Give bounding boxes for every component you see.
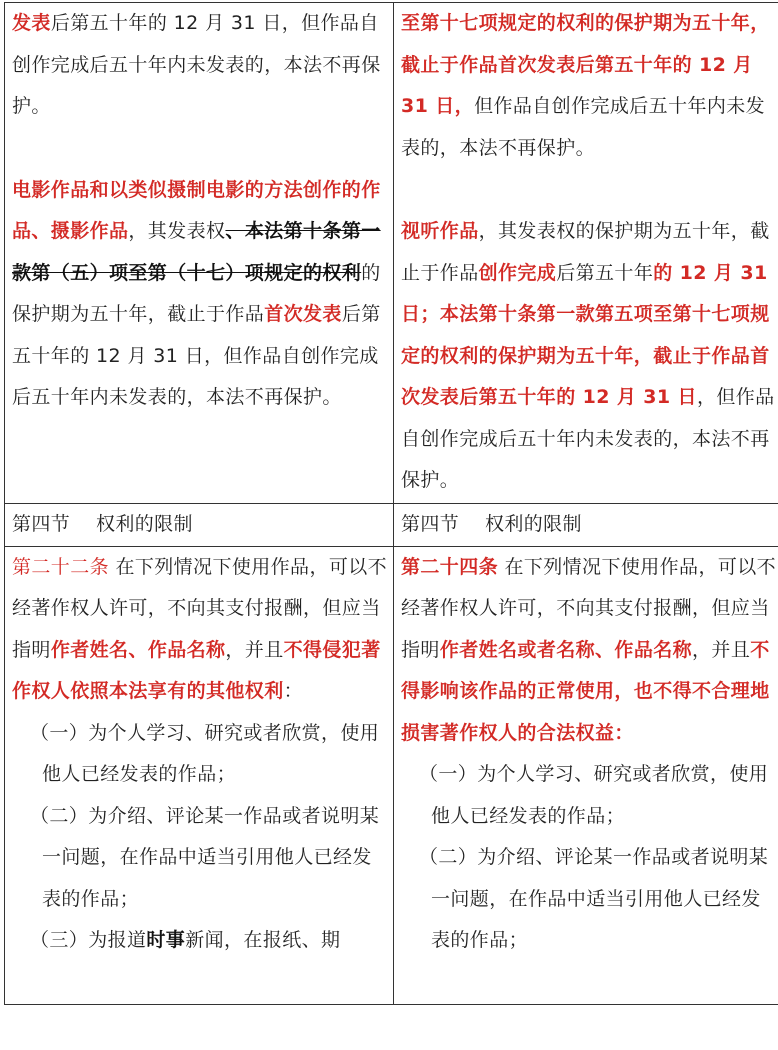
list-item xyxy=(12,920,389,962)
text-run: ，并且 xyxy=(692,638,751,661)
law-comparison-table xyxy=(4,2,778,1005)
text-run: 创作完成 xyxy=(478,261,557,284)
new-article-24-cell xyxy=(394,546,778,1004)
text-run: 后第五十年的 12 月 31 日，但作品自创作完成后五十年内未发表的，本法不再保护。 xyxy=(12,12,381,117)
text-run: 在下列情况下使用作品，可以不经著作权人许可，不向其支付报酬，但应当指明 xyxy=(12,555,388,661)
text-run: 视听作品 xyxy=(401,220,479,242)
new-law-audiovisual-paragraph xyxy=(401,211,778,502)
text-run: 在下列情况下使用作品，可以不经著作权人许可，不向其支付报酬，但应当指明 xyxy=(401,555,777,661)
table-row xyxy=(5,3,778,504)
text-run: ，其发表权的保护期为五十年，截止于作品 xyxy=(401,220,770,284)
old-law-cell xyxy=(5,3,394,504)
article-24-items xyxy=(401,754,778,962)
old-law-paragraph xyxy=(12,3,389,128)
text-run: ： xyxy=(283,680,304,702)
list-item xyxy=(401,837,778,962)
list-item xyxy=(12,796,389,921)
text-run: 作者姓名、作品名称 xyxy=(50,638,226,661)
text-run: 的保护期为五十年，截止于作品 xyxy=(12,261,381,325)
text-run: 但作品自创作完成后五十年内未发表的，本法不再保护。 xyxy=(401,95,766,159)
text-run: ，但作品自创作完成后五十年内未发表的，本法不再保护。 xyxy=(401,386,775,491)
text-run: （一）为个人学习、研究或者欣赏，使用他人已经发表的作品； xyxy=(419,763,769,827)
text-run: 不得影响该作品的正常使用，也不得不合理地损害著作权人的合法权益： xyxy=(401,638,770,744)
text-run: 电影作品和以类似摄制电影的方法创作的作品、摄影作品 xyxy=(12,178,381,242)
new-law-paragraph xyxy=(401,3,778,169)
article-24-intro xyxy=(401,547,778,755)
text-run: ，并且 xyxy=(225,638,284,661)
text-run: 发表 xyxy=(12,12,51,34)
text-run: （三）为报道 xyxy=(30,929,147,951)
text-run: 不得侵犯著作权人依照本法享有的其他权利 xyxy=(12,638,381,702)
text-run: 作者姓名或者名称、作品名称 xyxy=(439,638,693,661)
text-run: 后第五十年的 12 月 31 日，但作品自创作完成后五十年内未发表的，本法不再保护。 xyxy=(12,303,381,408)
text-run: 新闻，在报纸、期 xyxy=(185,929,341,951)
text-run: 至第十七项规定的权利的保护期为五十年，截止于作品首次发表后第五十年的 12 月 31 日， xyxy=(401,12,770,117)
text-run: 第二十二条 xyxy=(12,555,110,578)
text-run: 的 12 月 31 日；本法第十条第一款第五项至第十七项规定的权利的保护期为五十年，截止于作品首次发表后第五十年的 12 月 31 日 xyxy=(401,261,770,408)
text-run: （二）为介绍、评论某一作品或者说明某一问题，在作品中适当引用他人已经发表的作品； xyxy=(419,846,769,951)
text-run: 、本法第十条第一款第（五）项至第（十七）项规定的权利 xyxy=(12,220,381,284)
article-22-items xyxy=(12,713,389,962)
text-run: 第二十四条 xyxy=(401,555,499,578)
section-title: 第四节 权利的限制 xyxy=(12,513,193,535)
section-heading-left xyxy=(5,504,394,547)
old-law-film-paragraph xyxy=(12,170,389,419)
text-run: ，其发表权 xyxy=(128,220,226,242)
text-run: 后第五十年 xyxy=(556,261,654,284)
new-law-cell xyxy=(394,3,778,504)
article-22-intro xyxy=(12,547,389,713)
text-run: （二）为介绍、评论某一作品或者说明某一问题，在作品中适当引用他人已经发表的作品； xyxy=(30,804,380,910)
text-run: 首次发表 xyxy=(264,303,342,325)
list-item xyxy=(12,713,389,796)
text-run: 时事 xyxy=(146,929,186,951)
section-title: 第四节 权利的限制 xyxy=(401,513,582,535)
section-heading-right xyxy=(394,504,778,547)
list-item xyxy=(401,754,778,837)
text-run: （一）为个人学习、研究或者欣赏，使用他人已经发表的作品； xyxy=(30,721,380,785)
table-row xyxy=(5,504,778,547)
table-row xyxy=(5,546,778,1004)
old-article-22-cell xyxy=(5,546,394,1004)
